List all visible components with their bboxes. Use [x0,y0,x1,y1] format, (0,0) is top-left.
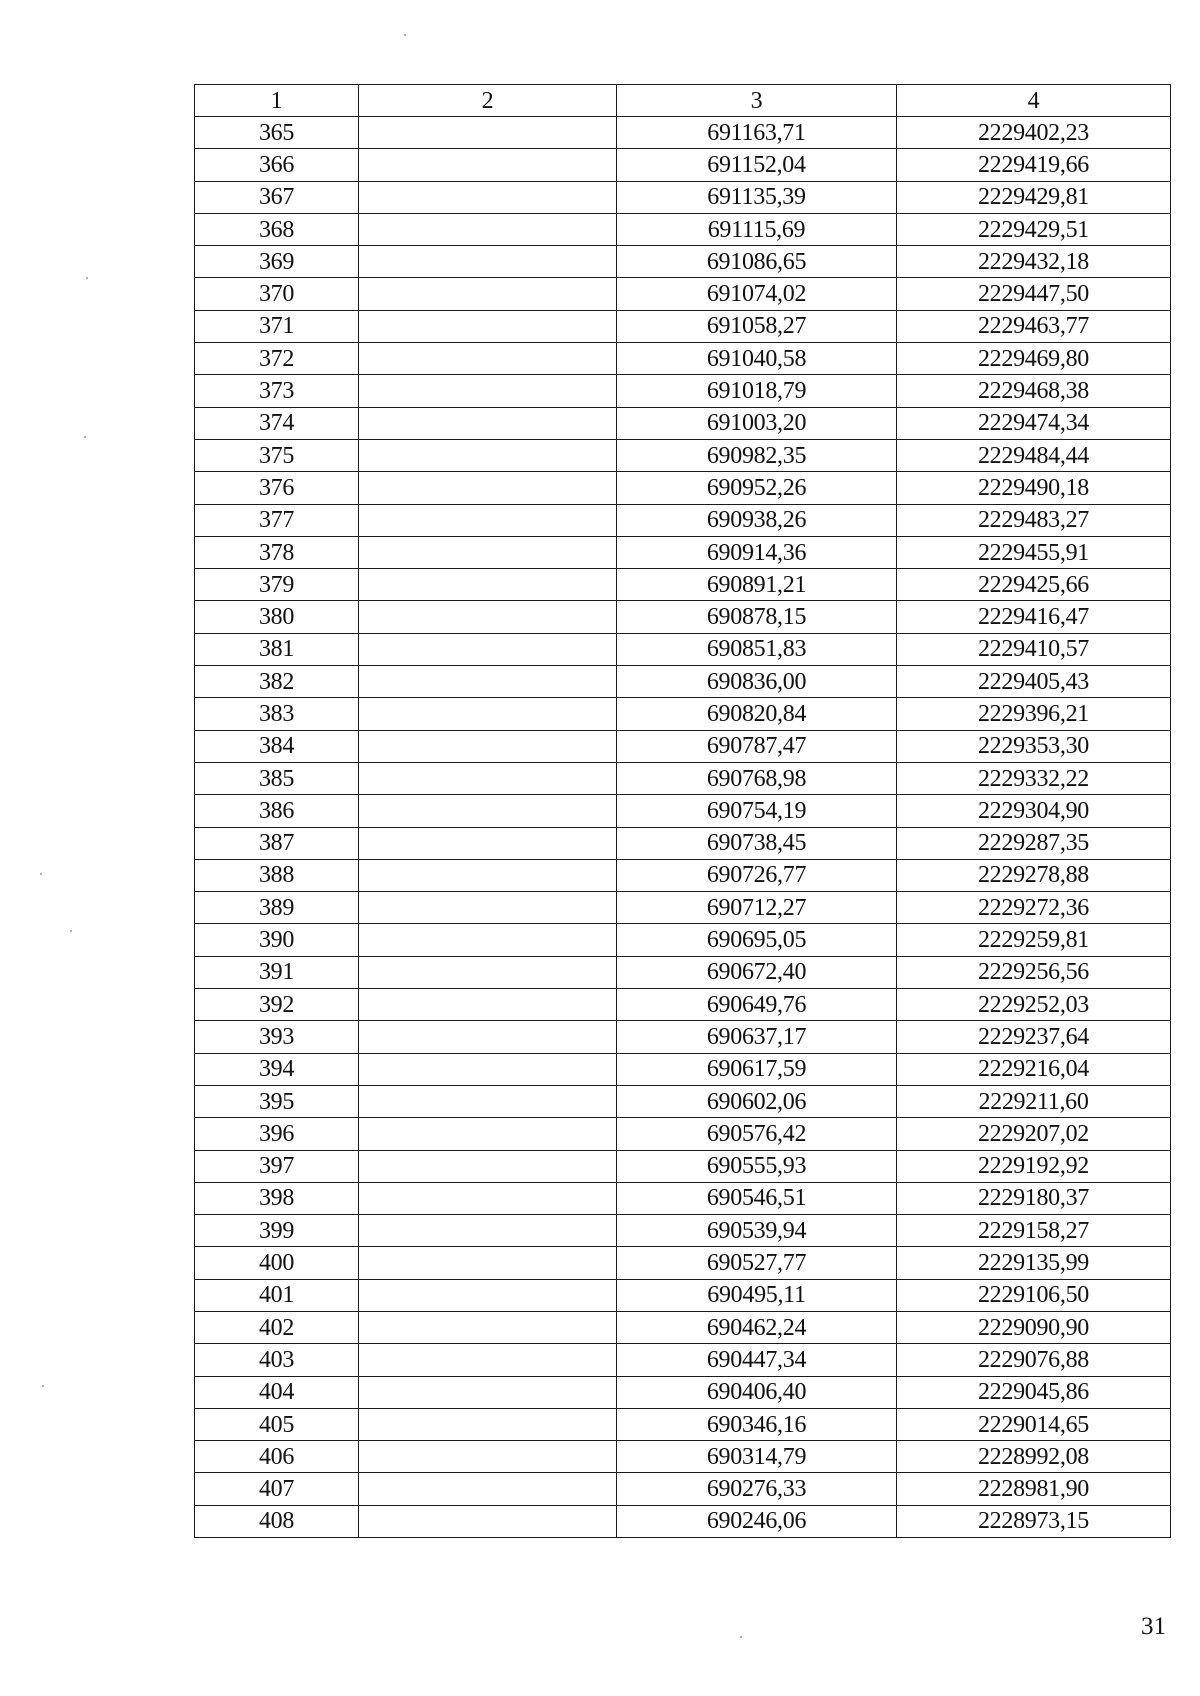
table-row [195,310,1171,342]
table-row [195,149,1171,181]
table-cell-col-1: 367 [195,181,359,213]
table-cell-col-3: 691163,71 [617,117,897,149]
table-cell-col-4: 2229402,23 [897,117,1171,149]
table-cell-col-3: 691058,27 [617,310,897,342]
table-cell-col-4: 2229216,04 [897,1053,1171,1085]
table-cell-col-3: 690878,15 [617,601,897,633]
table-cell-col-1: 405 [195,1408,359,1440]
table-cell-col-2 [359,795,617,827]
table-cell-col-2 [359,924,617,956]
table-cell-col-3: 690851,83 [617,633,897,665]
table-cell-col-4: 2229425,66 [897,569,1171,601]
table-cell-col-4: 2229272,36 [897,892,1171,924]
table-row [195,1311,1171,1343]
table-cell-col-1: 400 [195,1247,359,1279]
table-cell-col-3: 690346,16 [617,1408,897,1440]
table-cell-col-1: 394 [195,1053,359,1085]
table-cell-col-4: 2229474,34 [897,407,1171,439]
table-cell-col-2 [359,892,617,924]
table-cell-col-2 [359,278,617,310]
table-cell-col-2 [359,633,617,665]
table-cell-col-2 [359,407,617,439]
table-row [195,407,1171,439]
table-cell-col-2 [359,1376,617,1408]
table-cell-col-3: 690546,51 [617,1182,897,1214]
table-cell-col-2 [359,117,617,149]
header-row [195,85,1171,117]
table-cell-col-4: 2229076,88 [897,1344,1171,1376]
table-cell-col-4: 2229304,90 [897,795,1171,827]
table-row [195,633,1171,665]
table-row [195,472,1171,504]
table-cell-col-3: 690787,47 [617,730,897,762]
table-cell-col-1: 371 [195,310,359,342]
table-row [195,1215,1171,1247]
table-row [195,859,1171,891]
table-cell-col-3: 691018,79 [617,375,897,407]
table-cell-col-2 [359,1505,617,1537]
scan-speck [740,1636,742,1638]
table-row [195,536,1171,568]
table-cell-col-4: 2229090,90 [897,1311,1171,1343]
table-cell-col-2 [359,1021,617,1053]
table-row [195,956,1171,988]
table-cell-col-3: 690768,98 [617,762,897,794]
table-row [195,1279,1171,1311]
table-cell-col-4: 2229484,44 [897,439,1171,471]
table-cell-col-1: 381 [195,633,359,665]
table-cell-col-4: 2229278,88 [897,859,1171,891]
table-cell-col-4: 2229416,47 [897,601,1171,633]
table-row [195,730,1171,762]
table-cell-col-3: 690447,34 [617,1344,897,1376]
table-cell-col-2 [359,1441,617,1473]
column-header-4: 4 [897,85,1171,117]
table-cell-col-1: 379 [195,569,359,601]
table-cell-col-3: 690462,24 [617,1311,897,1343]
table-cell-col-1: 399 [195,1215,359,1247]
table-row [195,181,1171,213]
table-cell-col-2 [359,504,617,536]
table-cell-col-2 [359,343,617,375]
table-cell-col-1: 365 [195,117,359,149]
table-cell-col-1: 370 [195,278,359,310]
scan-speck [40,873,42,875]
table-row [195,1376,1171,1408]
table-cell-col-1: 391 [195,956,359,988]
table-cell-col-4: 2229180,37 [897,1182,1171,1214]
table-cell-col-3: 690914,36 [617,536,897,568]
table-cell-col-2 [359,1150,617,1182]
scan-speck [404,34,406,36]
table-cell-col-4: 2229287,35 [897,827,1171,859]
table-row [195,1182,1171,1214]
table-row [195,1118,1171,1150]
table-row [195,1053,1171,1085]
table-row [195,698,1171,730]
table-cell-col-3: 690406,40 [617,1376,897,1408]
table-cell-col-1: 402 [195,1311,359,1343]
table-cell-col-3: 690891,21 [617,569,897,601]
table-cell-col-1: 407 [195,1473,359,1505]
table-cell-col-1: 383 [195,698,359,730]
table-cell-col-4: 2229158,27 [897,1215,1171,1247]
table-cell-col-4: 2229256,56 [897,956,1171,988]
table-row [195,892,1171,924]
table-cell-col-2 [359,1085,617,1117]
table-cell-col-3: 691003,20 [617,407,897,439]
table-cell-col-1: 406 [195,1441,359,1473]
table-row [195,1150,1171,1182]
table-cell-col-2 [359,827,617,859]
table-cell-col-3: 690649,76 [617,989,897,1021]
table-cell-col-4: 2229135,99 [897,1247,1171,1279]
table-cell-col-2 [359,1408,617,1440]
table-cell-col-4: 2229429,51 [897,213,1171,245]
table-cell-col-4: 2229429,81 [897,181,1171,213]
table-cell-col-4: 2229447,50 [897,278,1171,310]
table-row [195,1408,1171,1440]
table-cell-col-1: 404 [195,1376,359,1408]
table-cell-col-1: 392 [195,989,359,1021]
table-cell-col-2 [359,1344,617,1376]
table-cell-col-4: 2229463,77 [897,310,1171,342]
table-cell-col-4: 2229469,80 [897,343,1171,375]
table-cell-col-3: 690576,42 [617,1118,897,1150]
table-cell-col-1: 382 [195,666,359,698]
table-cell-col-2 [359,989,617,1021]
table-cell-col-3: 691135,39 [617,181,897,213]
table-cell-col-2 [359,1053,617,1085]
table-row [195,569,1171,601]
table-cell-col-2 [359,1247,617,1279]
table-body [195,117,1171,1538]
table-cell-col-3: 690952,26 [617,472,897,504]
table-cell-col-4: 2229405,43 [897,666,1171,698]
table-cell-col-4: 2229252,03 [897,989,1171,1021]
table-cell-col-2 [359,666,617,698]
table-cell-col-4: 2229332,22 [897,762,1171,794]
table-cell-col-4: 2229106,50 [897,1279,1171,1311]
table-cell-col-1: 398 [195,1182,359,1214]
table-cell-col-3: 690495,11 [617,1279,897,1311]
table-cell-col-2 [359,601,617,633]
table-cell-col-3: 690820,84 [617,698,897,730]
table-cell-col-1: 408 [195,1505,359,1537]
table-row [195,601,1171,633]
table-cell-col-3: 690754,19 [617,795,897,827]
table-cell-col-3: 690539,94 [617,1215,897,1247]
table-row [195,375,1171,407]
table-header [195,85,1171,117]
table-cell-col-3: 690602,06 [617,1085,897,1117]
table-cell-col-3: 690617,59 [617,1053,897,1085]
table-cell-col-2 [359,1279,617,1311]
table-cell-col-3: 690695,05 [617,924,897,956]
table-cell-col-2 [359,472,617,504]
table-cell-col-3: 690555,93 [617,1150,897,1182]
table-cell-col-1: 390 [195,924,359,956]
column-header-1: 1 [195,85,359,117]
table-cell-col-1: 387 [195,827,359,859]
table-cell-col-2 [359,536,617,568]
table-row [195,117,1171,149]
table-row [195,1021,1171,1053]
table-row [195,213,1171,245]
table-cell-col-1: 395 [195,1085,359,1117]
table-cell-col-2 [359,859,617,891]
table-cell-col-4: 2229419,66 [897,149,1171,181]
table-cell-col-1: 373 [195,375,359,407]
table-cell-col-1: 369 [195,246,359,278]
table-cell-col-4: 2229211,60 [897,1085,1171,1117]
scan-speck [86,277,88,279]
table-row [195,439,1171,471]
scan-speck [42,1385,44,1387]
table-row [195,1085,1171,1117]
table-row [195,343,1171,375]
table-cell-col-3: 690712,27 [617,892,897,924]
scan-speck [84,436,86,438]
table-cell-col-4: 2229455,91 [897,536,1171,568]
table-row [195,827,1171,859]
table-cell-col-4: 2229192,92 [897,1150,1171,1182]
coordinates-table [194,84,1171,1538]
table-row [195,924,1171,956]
table-row [195,1505,1171,1537]
table-cell-col-4: 2229045,86 [897,1376,1171,1408]
table-row [195,989,1171,1021]
table-cell-col-4: 2228992,08 [897,1441,1171,1473]
table-cell-col-2 [359,375,617,407]
table-cell-col-3: 690982,35 [617,439,897,471]
table-cell-col-1: 388 [195,859,359,891]
table-cell-col-1: 393 [195,1021,359,1053]
table-row [195,795,1171,827]
table-cell-col-3: 690637,17 [617,1021,897,1053]
table-cell-col-1: 376 [195,472,359,504]
table-cell-col-3: 691040,58 [617,343,897,375]
table-cell-col-4: 2229410,57 [897,633,1171,665]
table-row [195,1344,1171,1376]
table-cell-col-1: 377 [195,504,359,536]
table-cell-col-2 [359,730,617,762]
table-cell-col-4: 2229259,81 [897,924,1171,956]
table-cell-col-3: 690938,26 [617,504,897,536]
table-cell-col-3: 691152,04 [617,149,897,181]
table-row [195,278,1171,310]
table-cell-col-3: 690836,00 [617,666,897,698]
table-cell-col-3: 691115,69 [617,213,897,245]
table-row [195,1247,1171,1279]
table-cell-col-4: 2229432,18 [897,246,1171,278]
column-header-3: 3 [617,85,897,117]
table-cell-col-2 [359,149,617,181]
table-cell-col-4: 2229353,30 [897,730,1171,762]
table-cell-col-2 [359,762,617,794]
table-cell-col-3: 690738,45 [617,827,897,859]
table-cell-col-2 [359,310,617,342]
table-cell-col-3: 690246,06 [617,1505,897,1537]
table-cell-col-1: 380 [195,601,359,633]
table-cell-col-2 [359,698,617,730]
table-cell-col-2 [359,1215,617,1247]
table-cell-col-2 [359,956,617,988]
table-cell-col-4: 2229483,27 [897,504,1171,536]
table-cell-col-4: 2229490,18 [897,472,1171,504]
table-cell-col-3: 690726,77 [617,859,897,891]
table-cell-col-2 [359,246,617,278]
table-row [195,666,1171,698]
table-cell-col-1: 385 [195,762,359,794]
table-cell-col-1: 389 [195,892,359,924]
table-cell-col-3: 690527,77 [617,1247,897,1279]
table-cell-col-1: 372 [195,343,359,375]
table-cell-col-2 [359,1473,617,1505]
table-cell-col-3: 691086,65 [617,246,897,278]
table-cell-col-1: 378 [195,536,359,568]
scan-speck [70,930,72,932]
column-header-2: 2 [359,85,617,117]
table-cell-col-4: 2228973,15 [897,1505,1171,1537]
table-cell-col-2 [359,181,617,213]
table-cell-col-4: 2229468,38 [897,375,1171,407]
table-cell-col-2 [359,1118,617,1150]
table-cell-col-2 [359,439,617,471]
table-cell-col-4: 2229396,21 [897,698,1171,730]
table-cell-col-2 [359,213,617,245]
table-cell-col-1: 374 [195,407,359,439]
table-cell-col-1: 366 [195,149,359,181]
table-cell-col-3: 690672,40 [617,956,897,988]
table-cell-col-3: 690314,79 [617,1441,897,1473]
table-cell-col-1: 384 [195,730,359,762]
table-cell-col-2 [359,1311,617,1343]
table-cell-col-1: 396 [195,1118,359,1150]
table-cell-col-1: 403 [195,1344,359,1376]
table-cell-col-3: 691074,02 [617,278,897,310]
table-cell-col-4: 2229237,64 [897,1021,1171,1053]
table-cell-col-3: 690276,33 [617,1473,897,1505]
table-cell-col-1: 397 [195,1150,359,1182]
table-row [195,504,1171,536]
table-cell-col-1: 401 [195,1279,359,1311]
table-cell-col-1: 375 [195,439,359,471]
table-cell-col-1: 368 [195,213,359,245]
table-cell-col-2 [359,1182,617,1214]
table-cell-col-4: 2229207,02 [897,1118,1171,1150]
table-row [195,1473,1171,1505]
table-cell-col-4: 2229014,65 [897,1408,1171,1440]
page-number: 31 [1141,1613,1166,1640]
table-cell-col-1: 386 [195,795,359,827]
table-row [195,246,1171,278]
table-row [195,762,1171,794]
table-cell-col-4: 2228981,90 [897,1473,1171,1505]
table-row [195,1441,1171,1473]
table-cell-col-2 [359,569,617,601]
